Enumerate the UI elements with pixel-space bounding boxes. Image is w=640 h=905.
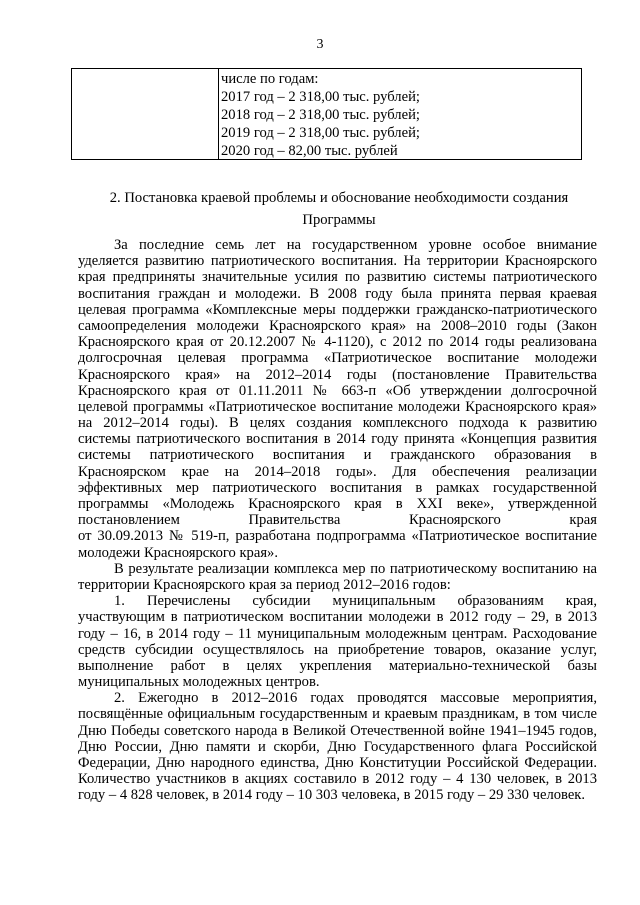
paragraph-line: Красноярского края от 01.11.2011 № 663-п «Об утверждении долгосрочной (78, 382, 597, 399)
paragraph-line: края предприняты значительные усилия по развитию системы патриотического (78, 269, 597, 286)
paragraph-line: программы «Молодежь Красноярского края в XXI веке», утвержденной (78, 496, 597, 512)
paragraph-line: Красноярском крае на 2014–2018 годы». Для обеспечения реализации (78, 463, 597, 480)
section-heading-line: 2. Постановка краевой проблемы и обоснование необходимости создания (109, 190, 569, 206)
body-text (78, 237, 597, 804)
paragraph-line: постановлением Правительства Красноярского края (78, 512, 597, 529)
paragraph-line: муниципальных молодежных центров. (78, 674, 320, 691)
paragraph-line: уделяется развитию патриотического воспитания. На территории Красноярского (78, 253, 597, 270)
paragraph-line: системы патриотического воспитания в 2014 году принята «Концепция развития (78, 431, 597, 448)
paragraph-line: территории Красноярского края за период 2012–2016 годов: (78, 576, 451, 593)
paragraph-line: от 30.09.2013 № 519-п, разработана подпрограмма «Патриотическое воспитание (78, 528, 597, 545)
paragraph (78, 561, 597, 593)
paragraph-line: самоопределения молодежи Красноярского края» на 2008–2010 годы (Закон (78, 317, 597, 334)
table-line: 2020 год – 82,00 тыс. рублей (221, 143, 398, 159)
paragraph-line: участвующим в патриотическом воспитании молодежи в 2012 году – 29, в 2013 (78, 609, 597, 626)
paragraph-line: эффективных мер патриотического воспитания в рамках государственной (78, 479, 597, 496)
paragraph-line: году – 16, в 2014 году – 11 муниципальным молодежным центрам. Расходование (78, 625, 597, 642)
paragraph-line: системы патриотического воспитания и гражданского образования в (78, 447, 597, 464)
paragraph-line: 2. Ежегодно в 2012–2016 годах проводятся массовые мероприятия, (114, 690, 597, 707)
table-line: числе по годам: (221, 71, 319, 87)
paragraph-line: целевая программа «Комплексные меры поддержки гражданско-патриотического (78, 301, 597, 318)
page-number: 3 (316, 37, 324, 52)
paragraph-line: выполнение работ в целях укрепления материально-технической базы (78, 657, 597, 674)
paragraph-line: долгосрочная целевая программа «Патриотическое воспитание молодежи (78, 350, 597, 367)
paragraph-line: Красноярского края от 20.12.2007 № 4-1120), с 2012 по 2014 годы реализована (78, 334, 597, 351)
paragraph-line: Количество участников в акциях составило в 2012 году – 4 130 человек, в 2013 (78, 771, 597, 788)
table-line: 2018 год – 2 318,00 тыс. рублей; (221, 107, 420, 123)
paragraph (78, 593, 597, 690)
paragraph-line: году – 4 828 человек, в 2014 году – 10 303 человека, в 2015 году – 29 330 человек. (78, 787, 586, 804)
paragraph-line: Федерации, Дню народного единства, Дню Конституции Российской Федерации. (78, 755, 597, 771)
paragraph-line: на 2012–2014 годы). В целях создания комплексного подхода к развитию (78, 415, 597, 432)
paragraph-line: 1. Перечислены субсидии муниципальным образованиям края, (114, 593, 597, 610)
paragraph-line: молодежи Красноярского края». (78, 544, 278, 561)
paragraph-line: Красноярского края» на 2012–2014 годы (постановление Правительства (78, 366, 597, 383)
table-line: 2017 год – 2 318,00 тыс. рублей; (221, 89, 420, 105)
paragraph-line: В результате реализации комплекса мер по патриотическому воспитанию на (114, 560, 597, 577)
paragraph-line: целевой программы «Патриотическое воспитание молодежи Красноярского края» (78, 398, 597, 415)
paragraph-line: воспитания граждан и молодежи. В 2008 году была принята первая краевая (78, 285, 597, 302)
table-right-cell (219, 69, 581, 159)
paragraph-line: Дню Победы советского народа в Великой Отечественной войне 1941–1945 годов, (78, 722, 597, 739)
table-left-cell (72, 69, 219, 159)
budget-table (71, 68, 582, 160)
paragraph (78, 690, 597, 803)
paragraph-line: посвящённые официальным государственным и краевым праздникам, в том числе (78, 706, 597, 723)
section-heading-line: Программы (302, 212, 376, 228)
paragraph-line: За последние семь лет на государственном уровне особое внимание (114, 237, 597, 253)
paragraph (78, 237, 597, 561)
paragraph-line: средств субсидии осуществлялось на приобретение товаров, оказание услуг, (78, 641, 597, 658)
table-line: 2019 год – 2 318,00 тыс. рублей; (221, 125, 420, 141)
section-heading (71, 187, 607, 231)
paragraph-line: Дню России, Дню памяти и скорби, Дню Государственного флага Российской (78, 738, 597, 755)
